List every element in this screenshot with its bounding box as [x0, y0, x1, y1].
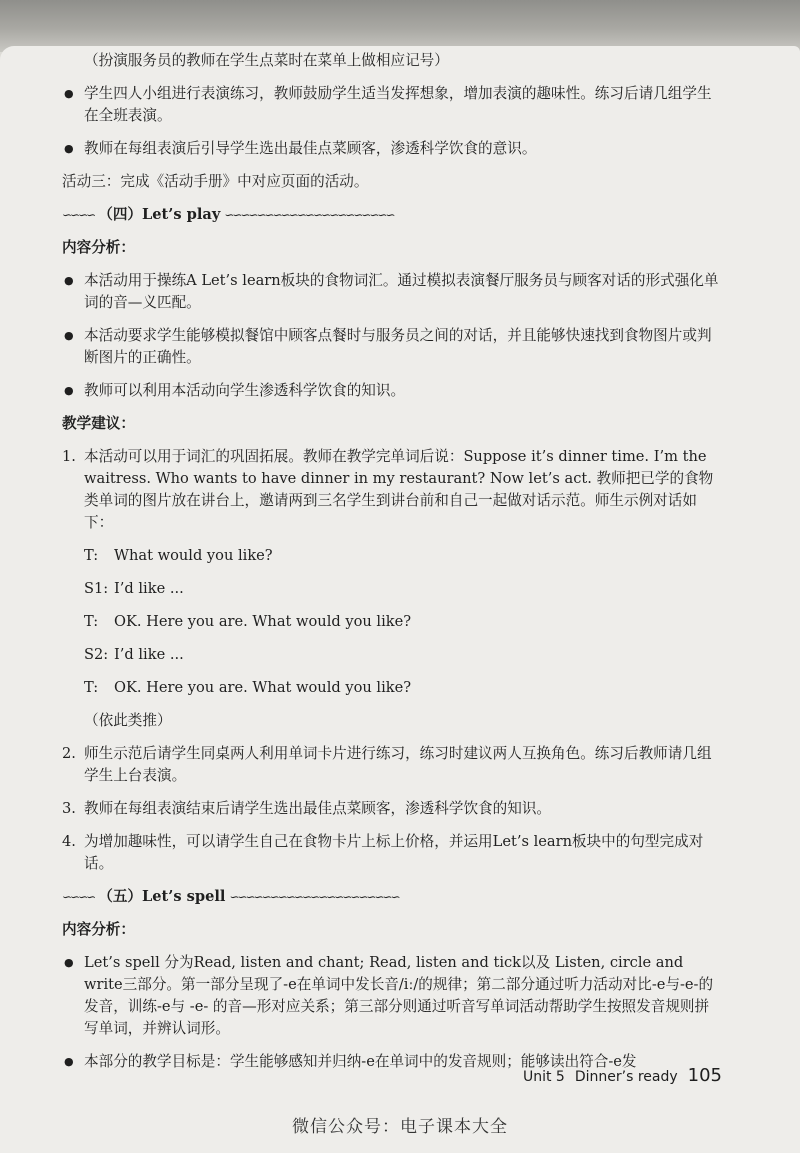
etc-note: （依此类推） [84, 712, 172, 729]
bullet-item: ● 本部分的教学目标是：学生能够感知并归纳-e在单词中的发音规则；能够读出符合-e发 [62, 1051, 722, 1073]
wave-decoration-icon: ∽∽∽∽ [62, 208, 95, 222]
subheading: 教学建议： [62, 415, 135, 432]
background-strip [0, 0, 800, 52]
speaker: T: [84, 679, 99, 696]
dialog-line [84, 611, 722, 633]
wave-decoration-icon: ∽∽∽∽∽∽∽∽∽∽∽∽∽∽∽∽∽∽∽∽∽ [224, 208, 394, 222]
dialog-line [84, 644, 722, 666]
speaker: S2: [84, 646, 109, 663]
wave-decoration-icon: ∽∽∽∽∽∽∽∽∽∽∽∽∽∽∽∽∽∽∽∽∽ [229, 890, 399, 904]
bullet-item: ● 本活动要求学生能够模拟餐馆中顾客点餐时与服务员之间的对话，并且能够快速找到食物图片或判断图片的正确性。 [62, 325, 722, 369]
item-number: 1. [62, 448, 76, 465]
utterance: What would you like? [114, 547, 273, 564]
activity-line: 活动三：完成《活动手册》中对应页面的活动。 [62, 173, 369, 190]
item-text: 为增加趣味性，可以请学生自己在食物卡片上标上价格，并运用Let’s learn板块中的句型完成对话。 [84, 833, 704, 872]
item-number: 2. [62, 745, 76, 762]
dialog-line [84, 545, 722, 567]
bullet-item: ● 教师在每组表演后引导学生选出最佳点菜顾客，渗透科学饮食的意识。 [62, 138, 722, 160]
section-title: （五）Let’s spell [98, 888, 226, 905]
item-text: 师生示范后请学生同桌两人利用单词卡片进行练习，练习时建议两人互换角色。练习后教师请几组学生上台表演。 [84, 745, 712, 784]
item-text: 教师在每组表演结束后请学生选出最佳点菜顾客，渗透科学饮食的知识。 [84, 800, 552, 817]
section-heading-lets-spell [62, 886, 722, 908]
bullet-item: ● 教师可以利用本活动向学生渗透科学饮食的知识。 [62, 380, 722, 402]
page-number: 105 [687, 1065, 722, 1086]
page-footer [523, 1065, 722, 1086]
wave-decoration-icon: ∽∽∽∽ [62, 890, 95, 904]
footer-title: Dinner’s ready [574, 1069, 678, 1085]
paragraph: （扮演服务员的教师在学生点菜时在菜单上做相应记号） [84, 52, 449, 69]
speaker: T: [84, 547, 99, 564]
bullet-item: ● Let’s spell 分为Read, listen and chant; Read, listen and tick以及 Listen, circle and write三部分。第一部分呈现了-e在单词中发长音/iː/的规律；第二部分通过听力活动对比-e与-e-的发音，训练-e与 -e- 的音—形对应关系；第三部分则通过听音写单词活动帮助学生按照发音规则拼写单词，并辨认词形。 [62, 952, 722, 1040]
subheading: 内容分析： [62, 239, 135, 256]
numbered-item [62, 798, 722, 820]
numbered-item [62, 446, 722, 534]
bullet-item: ● 学生四人小组进行表演练习，教师鼓励学生适当发挥想象，增加表演的趣味性。练习后请几组学生在全班表演。 [62, 83, 722, 127]
page-content [62, 50, 722, 1084]
numbered-item [62, 831, 722, 875]
numbered-item [62, 743, 722, 787]
dialog-line [84, 578, 722, 600]
utterance: I’d like ... [114, 646, 184, 663]
speaker: T: [84, 613, 99, 630]
section-title: （四）Let’s play [98, 206, 221, 223]
item-text: 本活动可以用于词汇的巩固拓展。教师在教学完单词后说：Suppose it’s dinner time. I’m the waitress. Who wants to have dinner in my restaurant? Now let’s act. 教师把已学的食物类单词的图片放在讲台上，邀请两到三名学生到讲台前和自己一起做对话示范。师生示例对话如下： [84, 448, 714, 531]
watermark-text: 微信公众号：电子课本大全 [292, 1117, 508, 1137]
utterance: I’d like ... [114, 580, 184, 597]
utterance: OK. Here you are. What would you like? [114, 679, 412, 696]
speaker: S1: [84, 580, 109, 597]
item-number: 4. [62, 833, 76, 850]
subheading: 内容分析： [62, 921, 135, 938]
section-heading-lets-play [62, 204, 722, 226]
utterance: OK. Here you are. What would you like? [114, 613, 412, 630]
item-number: 3. [62, 800, 76, 817]
bullet-item: ● 本活动用于操练A Let’s learn板块的食物词汇。通过模拟表演餐厅服务员与顾客对话的形式强化单词的音—义匹配。 [62, 270, 722, 314]
dialog-line [84, 677, 722, 699]
footer-unit: Unit 5 [522, 1069, 565, 1085]
